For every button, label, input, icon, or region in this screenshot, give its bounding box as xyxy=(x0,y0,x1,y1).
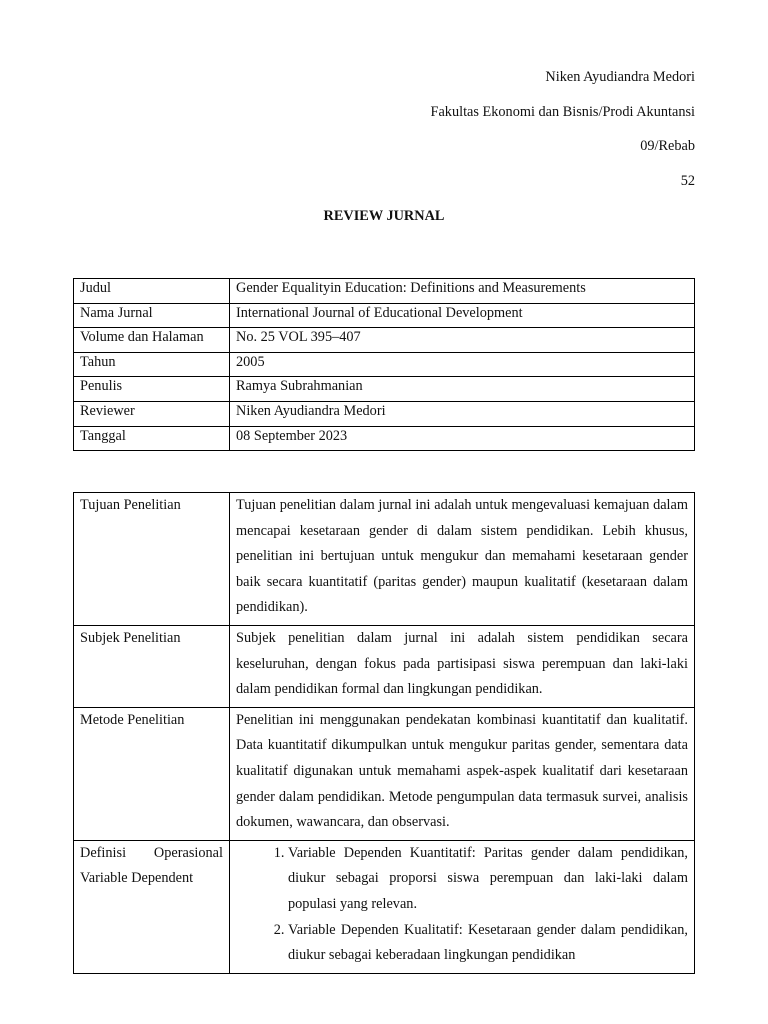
table-row xyxy=(74,328,695,353)
row-value: No. 25 VOL 395–407 xyxy=(230,328,695,353)
row-value: Niken Ayudiandra Medori xyxy=(230,401,695,426)
table-row-subjek xyxy=(74,625,695,707)
tujuan-label: Tujuan Penelitian xyxy=(74,493,230,626)
faculty-line: Fakultas Ekonomi dan Bisnis/Prodi Akuntansi xyxy=(430,104,695,120)
table-row-metode xyxy=(74,707,695,840)
subjek-text: Subjek penelitian dalam jurnal ini adalah sistem pendidikan secara keseluruhan, dengan fokus pada partisipasi siswa perempuan dan laki-laki dalam pendidikan formal dan lingkungan pendidikan. xyxy=(230,625,695,707)
row-label: Reviewer xyxy=(74,401,230,426)
metode-text: Penelitian ini menggunakan pendekatan kombinasi kuantitatif dan kualitatif. Data kuantitatif dikumpulkan untuk mengukur paritas gender, sementara data kualitatif digunakan untuk memahami aspek-aspek kualitatif dari kesetaraan gender dalam pendidikan. Metode pengumpulan data termasuk survei, analisis dokumen, wawancara, dan observasi. xyxy=(230,707,695,840)
row-value: Ramya Subrahmanian xyxy=(230,377,695,402)
row-value: 2005 xyxy=(230,352,695,377)
metode-label: Metode Penelitian xyxy=(74,707,230,840)
table-row xyxy=(74,401,695,426)
table-row xyxy=(74,303,695,328)
row-value: 08 September 2023 xyxy=(230,426,695,451)
tujuan-text: Tujuan penelitian dalam jurnal ini adalah untuk mengevaluasi kemajuan dalam mencapai kesetaraan gender di dalam sistem pendidikan. Lebih khusus, penelitian ini bertujuan untuk mengukur dan memahami kesetaraan gender baik secara kuantitatif (paritas gender) maupun kualitatif (kesetaraan dalam pendidikan). xyxy=(230,493,695,626)
subjek-label: Subjek Penelitian xyxy=(74,625,230,707)
list-item: 2. Variable Dependen Kualitatif: Kesetaraan gender dalam pendidikan, diukur sebagai keberadaan lingkungan pendidikan xyxy=(288,918,688,969)
row-label: Tahun xyxy=(74,352,230,377)
author-name: Niken Ayudiandra Medori xyxy=(545,69,695,85)
row-label: Penulis xyxy=(74,377,230,402)
table-row-definisi xyxy=(74,840,695,973)
definisi-list-cell xyxy=(230,840,695,973)
row-value: International Journal of Educational Development xyxy=(230,303,695,328)
list-item: 1. Variable Dependen Kuantitatif: Paritas gender dalam pendidikan, diukur sebagai proporsi siswa perempuan dan laki-laki dalam populasi yang relevan. xyxy=(288,841,688,918)
row-label: Volume dan Halaman xyxy=(74,328,230,353)
definisi-label: Definisi Operasional Variable Dependent xyxy=(74,840,230,973)
table-row xyxy=(74,279,695,304)
table-row-tujuan xyxy=(74,493,695,626)
student-number: 52 xyxy=(680,173,695,189)
table-row xyxy=(74,426,695,451)
row-label: Nama Jurnal xyxy=(74,303,230,328)
row-label: Judul xyxy=(74,279,230,304)
class-line: 09/Rebab xyxy=(640,138,695,154)
research-detail-table xyxy=(73,492,695,974)
journal-info-table xyxy=(73,278,695,451)
page-title: REVIEW JURNAL xyxy=(323,208,445,224)
definisi-list xyxy=(236,841,688,969)
table-row xyxy=(74,377,695,402)
row-value: Gender Equalityin Education: Definitions and Measurements xyxy=(230,279,695,304)
table-row xyxy=(74,352,695,377)
row-label: Tanggal xyxy=(74,426,230,451)
